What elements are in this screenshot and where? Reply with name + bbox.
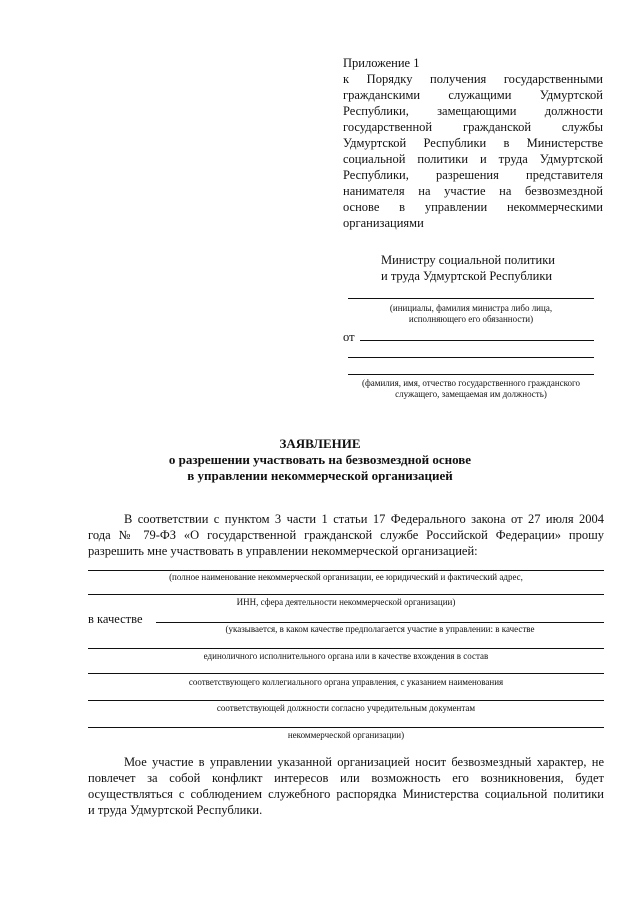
appendix-last-line: организациями xyxy=(343,216,424,230)
appendix-block xyxy=(343,55,603,231)
from-label: от xyxy=(343,330,355,344)
organization-note: (полное наименование некоммерческой организации, ее юридический и фактический адрес, xyxy=(169,572,523,582)
consent-line-3: осуществляться с соблюдением служебного распорядка Министерства социальной политики xyxy=(88,787,604,801)
capacity-line-5[interactable] xyxy=(88,727,604,728)
minister-note-line-2: исполняющего его обязанности) xyxy=(408,314,534,324)
sender-line-1[interactable] xyxy=(360,340,594,341)
sender-line-2[interactable] xyxy=(348,357,594,358)
organization-name-line[interactable] xyxy=(88,570,604,571)
capacity-note-2: единоличного исполнительного органа или в качестве вхождения в состав xyxy=(203,651,489,661)
capacity-note-4: соответствующей должности согласно учредительным документам xyxy=(216,703,476,713)
capacity-line-3[interactable] xyxy=(88,673,604,674)
capacity-line-2[interactable] xyxy=(88,648,604,649)
capacity-line-1[interactable] xyxy=(156,622,604,623)
document-title xyxy=(100,436,540,484)
request-paragraph xyxy=(88,511,604,559)
request-line-3: разрешить мне участвовать в управлении некоммерческой организацией: xyxy=(88,544,478,558)
appendix-line: нанимателя на участие на безвозмездной xyxy=(343,184,603,198)
appendix-line: основе в управлении некоммерческими xyxy=(343,200,603,214)
minister-note-line-1: (инициалы, фамилия министра либо лица, xyxy=(389,303,553,313)
appendix-line: государственной гражданской службы xyxy=(343,120,603,134)
appendix-line: Республики, замещающими должности xyxy=(343,104,603,118)
appendix-line: Республики, разрешения представителя xyxy=(343,168,603,182)
consent-line-1: Мое участие в управлении указанной организацией носит безвозмездный характер, не xyxy=(124,755,604,769)
organization-details-line[interactable] xyxy=(88,594,604,595)
sender-note xyxy=(338,378,604,400)
sender-line-3[interactable] xyxy=(348,374,594,375)
title-line-2: о разрешении участвовать на безвозмездной основе xyxy=(168,452,472,467)
request-line-2: года № 79-ФЗ «О государственной гражданской службе Российской Федерации» прошу xyxy=(88,528,604,542)
appendix-line: Удмуртской Республики в Министерстве xyxy=(343,136,603,150)
appendix-line: гражданскими служащими Удмуртской xyxy=(343,88,603,102)
capacity-label: в качестве xyxy=(88,612,143,626)
capacity-note-5: некоммерческой организации) xyxy=(287,730,405,740)
minister-name-line[interactable] xyxy=(348,298,594,299)
appendix-line: к Порядку получения государственными xyxy=(343,72,603,86)
request-line-1: В соответствии с пунктом 3 части 1 статьи 17 Федерального закона от 27 июля 2004 xyxy=(124,512,604,526)
addressee-line-1: Министру социальной политики xyxy=(381,253,555,267)
addressee-block xyxy=(381,252,555,284)
capacity-line-4[interactable] xyxy=(88,700,604,701)
capacity-note-1: (указывается, в каком качестве предполагается участие в управлении: в качестве xyxy=(225,624,535,634)
sender-note-line-1: (фамилия, имя, отчество государственного гражданского xyxy=(361,378,581,388)
appendix-heading: Приложение 1 xyxy=(343,56,420,70)
title-line-1: ЗАЯВЛЕНИЕ xyxy=(279,436,361,451)
minister-note xyxy=(348,303,594,325)
capacity-note-3: соответствующего коллегиального органа управления, с указанием наименования xyxy=(188,677,504,687)
consent-paragraph xyxy=(88,754,604,818)
inn-note: ИНН, сфера деятельности некоммерческой организации) xyxy=(236,597,456,607)
addressee-line-2: и труда Удмуртской Республики xyxy=(381,269,553,283)
consent-line-4: и труда Удмуртской Республики. xyxy=(88,803,263,817)
appendix-line: социальной политики и труда Удмуртской xyxy=(343,152,603,166)
sender-note-line-2: служащего, замещаемая им должность) xyxy=(395,389,547,399)
consent-line-2: повлечет за собой конфликт интересов или возможность его возникновения, будет xyxy=(88,771,604,785)
title-line-3: в управлении некоммерческой организацией xyxy=(187,468,453,483)
